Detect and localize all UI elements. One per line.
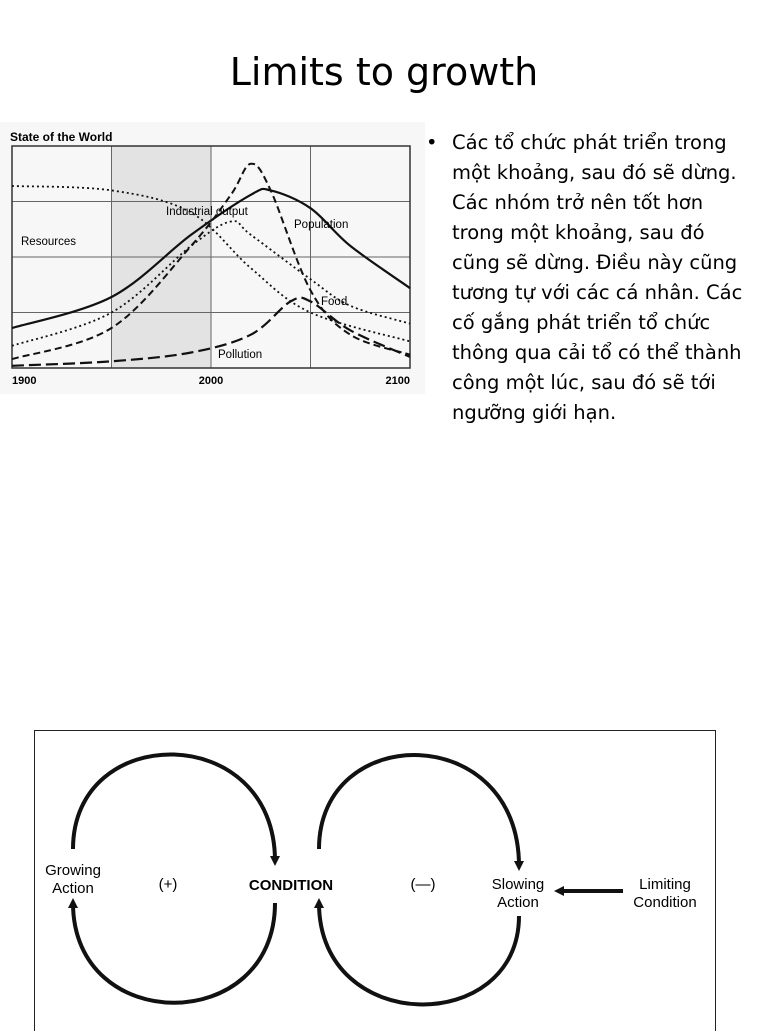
x-tick-2000: 2000 xyxy=(198,375,224,387)
bullet-icon: • xyxy=(426,131,438,154)
x-tick-1900: 1900 xyxy=(12,375,37,387)
bullet-list xyxy=(426,128,756,428)
label-food: Food xyxy=(321,296,348,308)
slowing-action-line1: Slowing xyxy=(491,876,545,893)
label-industrial-output: Industrial output xyxy=(166,206,248,218)
balancing-loop-bottom-arrow xyxy=(319,903,519,1004)
limiting-condition-line1: Limiting xyxy=(639,876,691,893)
reinforcing-loop-top-arrow xyxy=(73,754,275,861)
growing-action-line1: Growing xyxy=(45,862,101,879)
limiting-condition-line2: Condition xyxy=(633,894,697,911)
x-tick-2100: 2100 xyxy=(385,375,410,387)
chart-canvas xyxy=(0,122,425,394)
limits-to-growth-chart xyxy=(0,122,425,394)
chart-grid xyxy=(12,146,410,368)
balancing-loop-top-arrow xyxy=(319,755,519,866)
loop-diagram-frame xyxy=(34,730,716,1031)
label-population: Population xyxy=(294,219,349,231)
condition-label: CONDITION xyxy=(248,877,334,894)
bullet-text: Các tổ chức phát triển trong một khoảng, sau đó sẽ dừng. Các nhóm trở nên tốt hơn trong một khoảng, sau đó cũng sẽ dừng. Điều này cũng tương tự với các cá nhân. Các cố gắng phát triển tổ chức thông qua cải tổ có thể thành công một lúc, sau đó sẽ tới ngưỡng giới hạn. xyxy=(452,131,743,424)
bullet-item xyxy=(426,128,756,428)
label-pollution: Pollution xyxy=(218,349,263,361)
slide-title: Limits to growth xyxy=(229,50,539,94)
growing-action-line2: Action xyxy=(52,880,94,897)
reinforcing-loop-bottom-arrow xyxy=(73,903,275,1003)
plus-sign: (+) xyxy=(158,876,178,893)
slowing-action-line2: Action xyxy=(497,894,539,911)
label-resources: Resources xyxy=(21,236,76,248)
minus-sign: (—) xyxy=(410,876,436,893)
loop-diagram xyxy=(35,731,715,1025)
chart-title: State of the World xyxy=(10,130,113,144)
